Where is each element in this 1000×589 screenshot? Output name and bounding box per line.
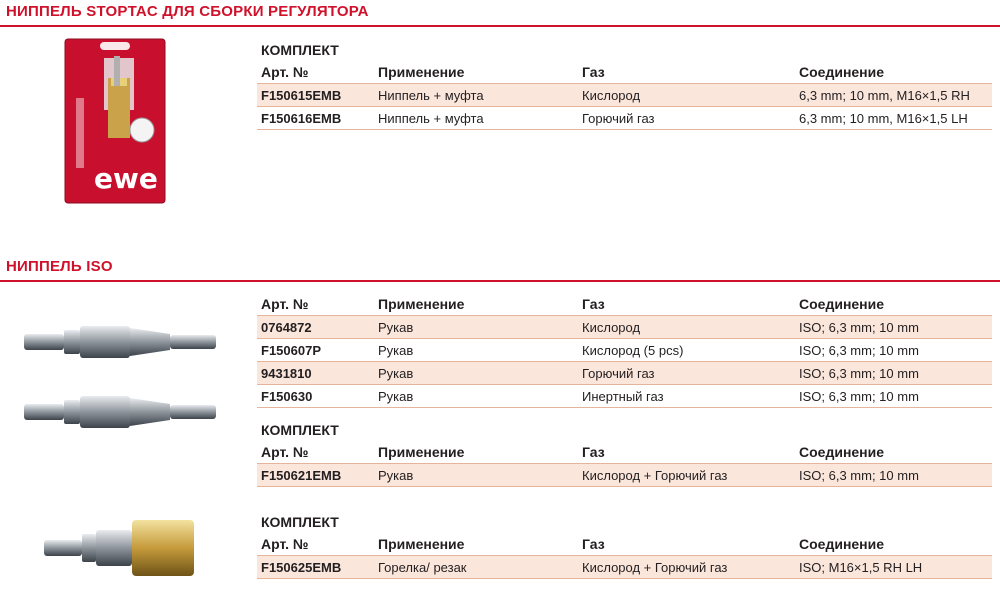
cell-art: F150615EMB xyxy=(257,84,374,107)
header-gas: Газ xyxy=(582,536,605,552)
cell-connection: ISO; 6,3 mm; 10 mm xyxy=(795,339,992,362)
header-gas: Газ xyxy=(582,444,605,460)
cell-connection: 6,3 mm; 10 mm, M16×1,5 LH xyxy=(795,107,992,130)
cell-connection: ISO; 6,3 mm; 10 mm xyxy=(795,362,992,385)
header-art: Арт. № xyxy=(261,444,309,460)
iso-komplekt-table-1 xyxy=(257,441,992,487)
header-application: Применение xyxy=(378,64,465,80)
cell-application: Ниппель + муфта xyxy=(374,107,578,130)
table-row xyxy=(257,316,992,339)
cell-application: Рукав xyxy=(374,362,578,385)
section-divider xyxy=(0,280,1000,282)
table-header-row xyxy=(257,441,992,464)
cell-gas: Инертный газ xyxy=(578,385,795,408)
komplekt-label: КОМПЛЕКТ xyxy=(261,422,339,438)
cell-art: F150630 xyxy=(257,385,374,408)
cell-art: 0764872 xyxy=(257,316,374,339)
cell-gas: Кислород + Горючий газ xyxy=(578,556,795,579)
cell-art: F150621EMB xyxy=(257,464,374,487)
komplekt-label: КОМПЛЕКТ xyxy=(261,42,339,58)
cell-application: Рукав xyxy=(374,464,578,487)
cell-gas: Горючий газ xyxy=(578,362,795,385)
table-header-row xyxy=(257,293,992,316)
cell-art: F150625EMB xyxy=(257,556,374,579)
header-art: Арт. № xyxy=(261,536,309,552)
cell-application: Горелка/ резак xyxy=(374,556,578,579)
komplekt-label: КОМПЛЕКТ xyxy=(261,514,339,530)
iso-table xyxy=(257,293,992,408)
table-row xyxy=(257,84,992,107)
cell-gas: Кислород xyxy=(578,84,795,107)
header-gas: Газ xyxy=(582,296,605,312)
cell-connection: ISO; 6,3 mm; 10 mm xyxy=(795,316,992,339)
stoptac-table-block xyxy=(257,39,992,130)
cell-connection: 6,3 mm; 10 mm, M16×1,5 RH xyxy=(795,84,992,107)
cell-connection: ISO; M16×1,5 RH LH xyxy=(795,556,992,579)
header-connection: Соединение xyxy=(799,64,885,80)
cell-art: 9431810 xyxy=(257,362,374,385)
section-divider xyxy=(0,25,1000,27)
package-brand-logo: ewe xyxy=(94,162,158,195)
table-row xyxy=(257,107,992,130)
iso-nipple-brass-image xyxy=(40,518,200,578)
cell-art: F150616EMB xyxy=(257,107,374,130)
section-title-stoptac: НИППЕЛЬ STOPTAC ДЛЯ СБОРКИ РЕГУЛЯТОРА xyxy=(6,3,369,20)
cell-application: Рукав xyxy=(374,339,578,362)
header-connection: Соединение xyxy=(799,444,885,460)
header-application: Применение xyxy=(378,536,465,552)
cell-application: Ниппель + муфта xyxy=(374,84,578,107)
header-connection: Соединение xyxy=(799,296,885,312)
header-application: Применение xyxy=(378,296,465,312)
cell-gas: Кислород + Горючий газ xyxy=(578,464,795,487)
cell-art: F150607P xyxy=(257,339,374,362)
stoptac-table xyxy=(257,61,992,130)
iso-komplekt-table-2 xyxy=(257,533,992,579)
table-row xyxy=(257,362,992,385)
cell-application: Рукав xyxy=(374,316,578,339)
table-row xyxy=(257,385,992,408)
header-application: Применение xyxy=(378,444,465,460)
cell-connection: ISO; 6,3 mm; 10 mm xyxy=(795,385,992,408)
table-header-row xyxy=(257,533,992,556)
table-header-row xyxy=(257,61,992,84)
cell-gas: Кислород (5 pcs) xyxy=(578,339,795,362)
table-row xyxy=(257,339,992,362)
iso-nipple-image-2 xyxy=(20,392,220,432)
iso-komplekt-block-2 xyxy=(257,511,992,579)
cell-gas: Кислород xyxy=(578,316,795,339)
header-art: Арт. № xyxy=(261,296,309,312)
cell-application: Рукав xyxy=(374,385,578,408)
table-row xyxy=(257,464,992,487)
header-connection: Соединение xyxy=(799,536,885,552)
section-title-iso: НИППЕЛЬ ISO xyxy=(6,258,113,275)
cell-connection: ISO; 6,3 mm; 10 mm xyxy=(795,464,992,487)
header-gas: Газ xyxy=(582,64,605,80)
iso-komplekt-block-1 xyxy=(257,419,992,487)
stoptac-package-image xyxy=(64,38,166,204)
iso-nipple-image-1 xyxy=(20,322,220,362)
table-row xyxy=(257,556,992,579)
iso-table-block xyxy=(257,293,992,408)
header-art: Арт. № xyxy=(261,64,309,80)
cell-gas: Горючий газ xyxy=(578,107,795,130)
